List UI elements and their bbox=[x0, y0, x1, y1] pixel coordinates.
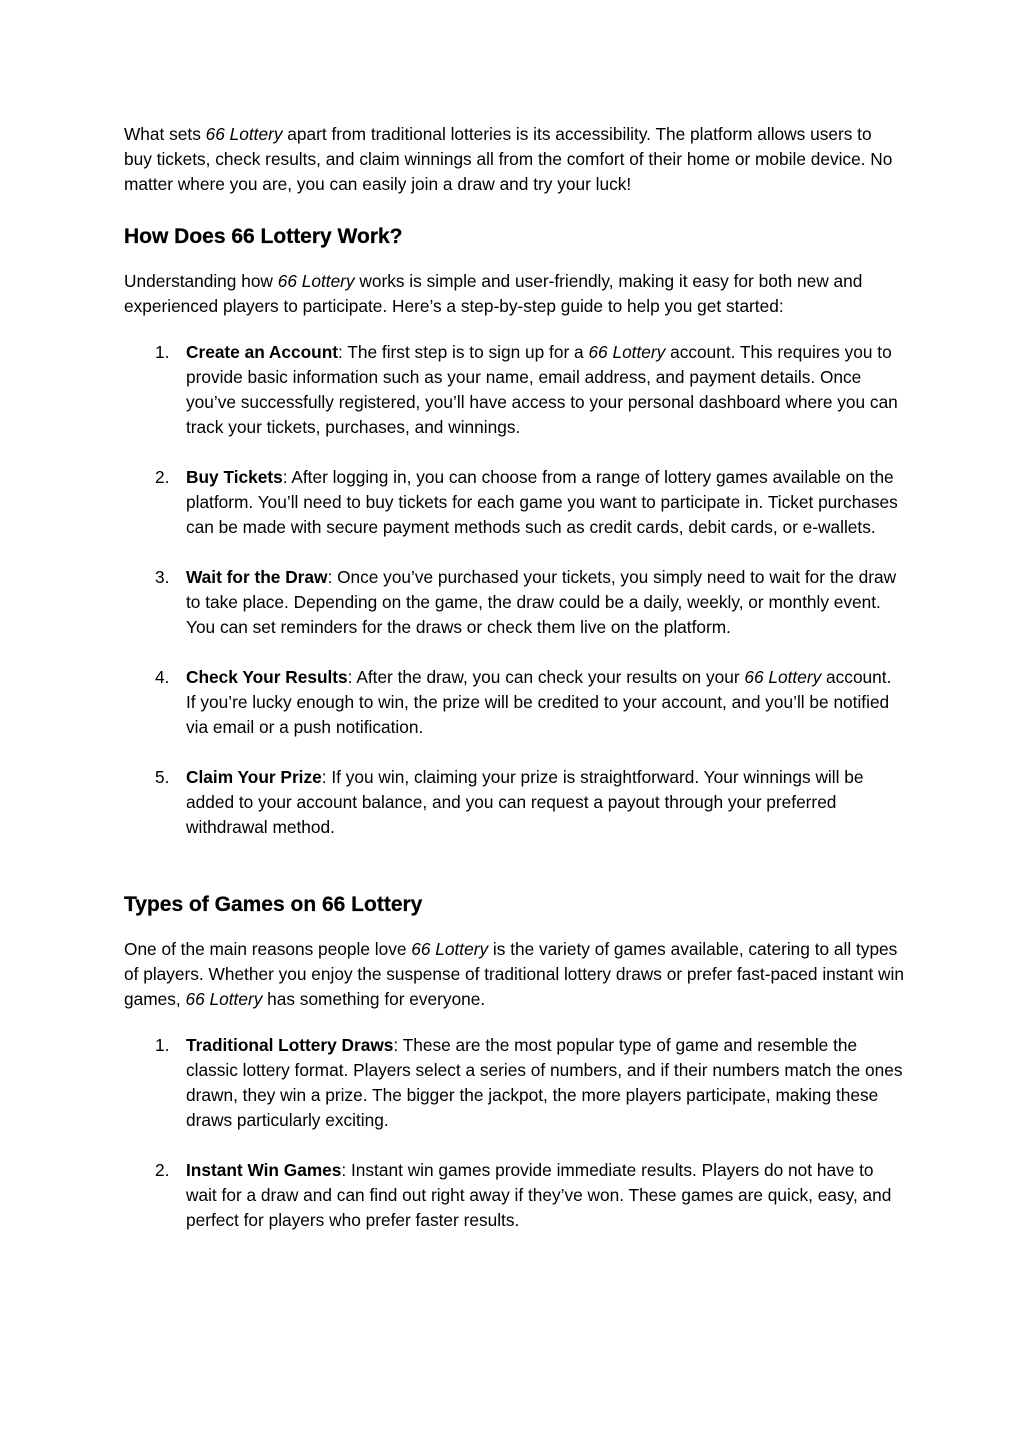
step-title: Buy Tickets bbox=[186, 467, 283, 487]
step-text: : Once you’ve purchased your tickets, you simply need to wait for the draw to take place. Depending on the game, the draw could be a daily, weekly, or monthly event. You can set reminders for the draws or check them live on the platform. bbox=[186, 567, 897, 637]
paragraph-text: works is simple and user-friendly, making it easy for both new and experienced players to participate. Here’s a step-by-step guide to help you get started: bbox=[124, 271, 863, 316]
paragraph-text: One of the main reasons people love bbox=[124, 939, 412, 959]
paragraph-text: Understanding how bbox=[124, 271, 278, 291]
list-number: 2. bbox=[155, 467, 170, 487]
step-text: : If you win, claiming your prize is straightforward. Your winnings will be added to your account balance, and you can request a payout through your preferred withdrawal method. bbox=[186, 767, 864, 837]
list-item bbox=[124, 565, 904, 640]
list-number: 1. bbox=[155, 342, 170, 362]
list-number: 3. bbox=[155, 567, 170, 587]
game-types-paragraph bbox=[124, 937, 904, 1012]
list-item bbox=[124, 665, 904, 740]
brand-name: 66 Lottery bbox=[277, 271, 355, 291]
list-number: 5. bbox=[155, 767, 170, 787]
step-title: Wait for the Draw bbox=[186, 567, 328, 587]
list-number: 1. bbox=[155, 1035, 170, 1055]
intro-text-1: What sets bbox=[124, 124, 206, 144]
how-it-works-paragraph bbox=[124, 269, 904, 319]
steps-list bbox=[124, 340, 904, 840]
step-text: account. If you’re lucky enough to win, the prize will be credited to your account, and you’ll be notified via email or a push notification. bbox=[186, 667, 892, 737]
game-title: Traditional Lottery Draws bbox=[186, 1035, 394, 1055]
section-heading-how-it-works: How Does 66 Lottery Work? bbox=[124, 225, 403, 248]
step-text: : After logging in, you can choose from a range of lottery games available on the platform. You’ll need to buy tickets for each game you want to participate in. Ticket purchases can be made with secure payment methods such as credit cards, debit cards, or e-wallets. bbox=[186, 467, 898, 537]
list-item bbox=[124, 1033, 904, 1133]
list-item bbox=[124, 340, 904, 440]
step-title: Claim Your Prize bbox=[186, 767, 322, 787]
step-title: Check Your Results bbox=[186, 667, 348, 687]
paragraph-text: has something for everyone. bbox=[262, 989, 486, 1009]
intro-paragraph bbox=[124, 122, 904, 197]
step-text: : The first step is to sign up for a bbox=[338, 342, 589, 362]
intro-text-2: apart from traditional lotteries is its accessibility. The platform allows users to buy tickets, check results, and claim winnings all from the comfort of their home or mobile device. No matter where you are, you can easily join a draw and try your luck! bbox=[124, 124, 893, 194]
list-number: 4. bbox=[155, 667, 170, 687]
brand-name: 66 Lottery bbox=[205, 124, 283, 144]
document-body bbox=[124, 122, 904, 1233]
brand-name: 66 Lottery bbox=[744, 667, 822, 687]
section-heading-game-types: Types of Games on 66 Lottery bbox=[124, 893, 423, 916]
paragraph-text: is the variety of games available, catering to all types of players. Whether you enjoy the suspense of traditional lottery draws or prefer fast-paced instant win games, bbox=[124, 939, 904, 1009]
games-list bbox=[124, 1033, 904, 1233]
brand-name: 66 Lottery bbox=[411, 939, 489, 959]
step-text: : After the draw, you can check your results on your bbox=[347, 667, 745, 687]
list-item bbox=[124, 1158, 904, 1233]
list-number: 2. bbox=[155, 1160, 170, 1180]
game-text: : Instant win games provide immediate results. Players do not have to wait for a draw and can find out right away if they’ve won. These games are quick, easy, and perfect for players who prefer faster results. bbox=[186, 1160, 892, 1230]
step-title: Create an Account bbox=[186, 342, 339, 362]
game-title: Instant Win Games bbox=[186, 1160, 342, 1180]
list-item bbox=[124, 765, 904, 840]
game-text: : These are the most popular type of game and resemble the classic lottery format. Players select a series of numbers, and if their numbers match the ones drawn, they win a prize. The bigger the jackpot, the more players participate, making these draws particularly exciting. bbox=[186, 1035, 903, 1130]
step-text: account. This requires you to provide basic information such as your name, email address, and payment details. Once you’ve successfully registered, you’ll have access to your personal dashboard where you can track your tickets, purchases, and winnings. bbox=[186, 342, 898, 437]
brand-name: 66 Lottery bbox=[185, 989, 263, 1009]
brand-name: 66 Lottery bbox=[588, 342, 666, 362]
list-item bbox=[124, 465, 904, 540]
